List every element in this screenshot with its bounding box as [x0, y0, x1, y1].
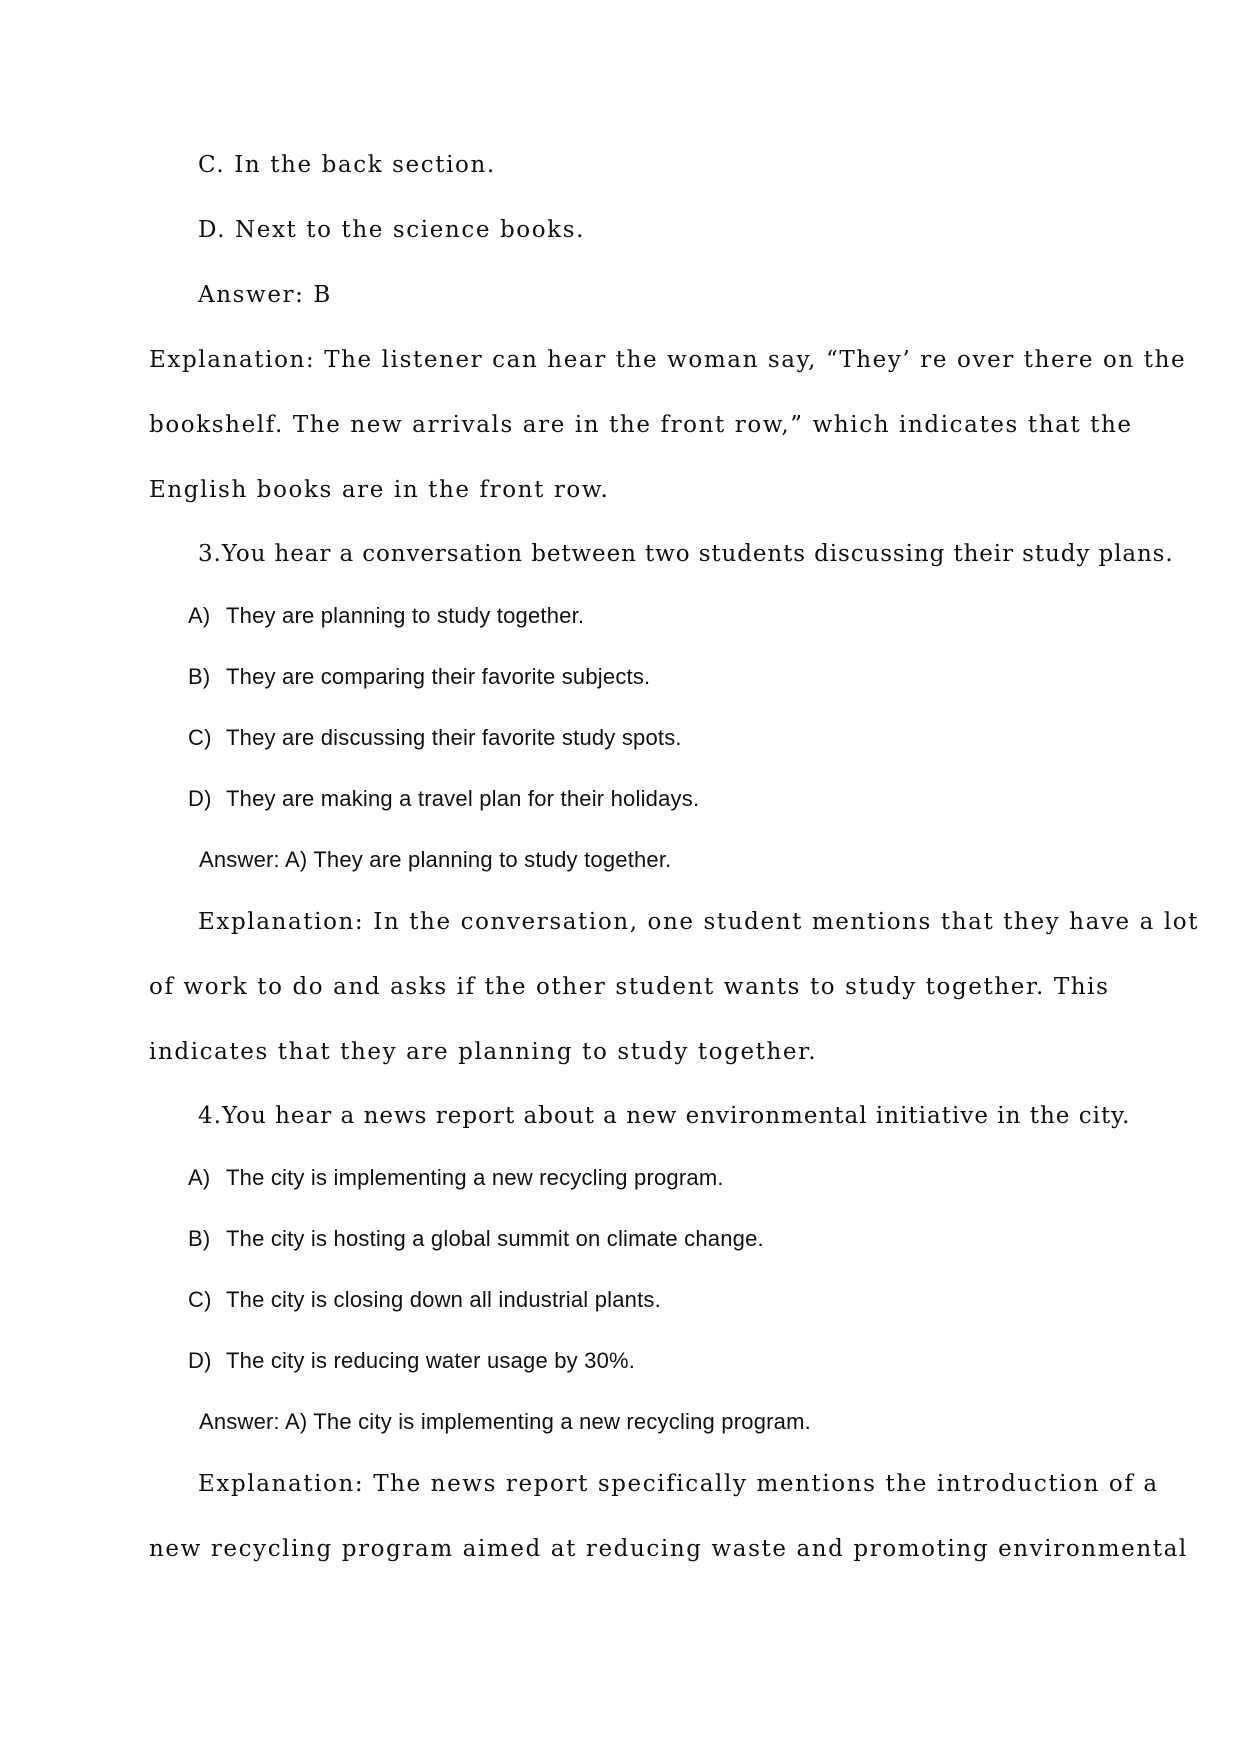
q4-prompt: 4.You hear a news report about a new environmental initiative in the city.: [198, 1103, 1131, 1129]
q4-answer: Answer: A) The city is implementing a new recycling program.: [199, 1409, 811, 1434]
option-label: A): [188, 603, 211, 628]
q3-explanation-line: indicates that they are planning to study together.: [149, 1039, 818, 1065]
q4-explanation-line: Explanation: The news report specifically mentions the introduction of a: [198, 1471, 1159, 1497]
option-text: The city is implementing a new recycling program.: [226, 1165, 724, 1190]
option-text: The city is closing down all industrial plants.: [226, 1287, 661, 1312]
option-label: B): [188, 1226, 211, 1251]
q2-explanation-line: bookshelf. The new arrivals are in the front row,” which indicates that the: [149, 412, 1133, 438]
option-label: B): [188, 664, 211, 689]
option-label: D): [188, 1348, 212, 1373]
q3-explanation-line: Explanation: In the conversation, one student mentions that they have a lot: [198, 909, 1200, 935]
q4-explanation-line: new recycling program aimed at reducing waste and promoting environmental: [149, 1536, 1188, 1562]
option-text: They are making a travel plan for their holidays.: [226, 786, 700, 811]
q2-answer: Answer: B: [198, 282, 332, 308]
q2-explanation-line: English books are in the front row.: [149, 477, 610, 503]
q3-prompt: 3.You hear a conversation between two students discussing their study plans.: [198, 541, 1174, 567]
q3-answer: Answer: A) They are planning to study together.: [199, 847, 672, 872]
option-label: D): [188, 786, 212, 811]
q3-explanation-line: of work to do and asks if the other student wants to study together. This: [149, 974, 1110, 1000]
option-text: They are comparing their favorite subjects.: [226, 664, 651, 689]
option-label: A): [188, 1165, 211, 1190]
q2-explanation-line: Explanation: The listener can hear the woman say, “They’ re over there on the: [149, 347, 1187, 373]
option-text: The city is hosting a global summit on climate change.: [226, 1226, 764, 1251]
option-text: They are discussing their favorite study spots.: [226, 725, 682, 750]
q2-option-c: C. In the back section.: [198, 152, 496, 178]
q2-option-d: D. Next to the science books.: [198, 217, 586, 243]
option-text: The city is reducing water usage by 30%.: [226, 1348, 636, 1373]
option-label: C): [188, 725, 212, 750]
option-label: C): [188, 1287, 212, 1312]
option-text: They are planning to study together.: [226, 603, 585, 628]
